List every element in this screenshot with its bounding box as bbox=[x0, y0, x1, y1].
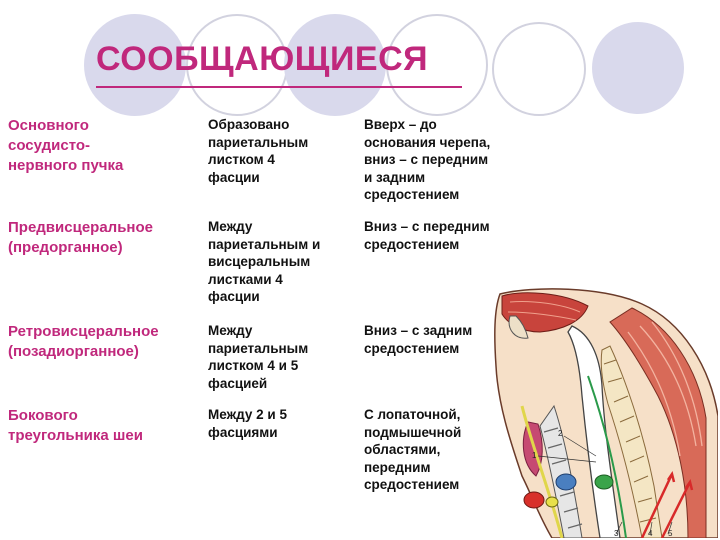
cell-line: вниз – с передним bbox=[364, 152, 489, 167]
formation-cell bbox=[208, 116, 308, 186]
figure-label: 4 bbox=[648, 529, 653, 538]
deco-circle-6 bbox=[592, 22, 684, 114]
cell-line: Ретровисцеральное bbox=[8, 323, 159, 340]
cell-line: основания черепа, bbox=[364, 134, 491, 150]
figure-label: 3 bbox=[614, 529, 619, 538]
vagus-nerve bbox=[546, 497, 558, 507]
cell-line: листками 4 bbox=[208, 271, 283, 287]
figure-label: 5 bbox=[668, 529, 673, 538]
cell-line: областями, bbox=[364, 442, 441, 457]
cell-line: Основного bbox=[8, 117, 89, 134]
communication-cell bbox=[364, 406, 461, 494]
carotid-artery bbox=[524, 492, 544, 508]
communication-cell bbox=[364, 322, 472, 357]
cell-line: сосудисто- bbox=[8, 137, 91, 154]
cell-line: фасции bbox=[208, 169, 260, 185]
cell-line: Бокового bbox=[8, 407, 78, 424]
cell-line: Между bbox=[208, 219, 253, 234]
neck-section-illustration bbox=[492, 286, 718, 538]
formation-cell bbox=[208, 218, 320, 306]
cell-line: средостением bbox=[364, 187, 460, 202]
page-title: СООБЩАЮЩИЕСЯ bbox=[96, 40, 429, 78]
cell-line: париетальным bbox=[208, 134, 309, 150]
cell-line: фасциями bbox=[208, 424, 278, 440]
cell-line: Вниз – с передним bbox=[364, 219, 490, 234]
cell-line: фасции bbox=[208, 289, 260, 304]
cell-line: париетальным и bbox=[208, 236, 321, 252]
lymph-node bbox=[595, 475, 613, 489]
cell-line: Между 2 и 5 bbox=[208, 407, 287, 422]
figure-label: 2 bbox=[558, 429, 563, 438]
cell-line: нервного пучка bbox=[8, 157, 124, 174]
title-underline bbox=[96, 86, 462, 88]
cell-line: С лопаточной, bbox=[364, 407, 461, 422]
space-name-cell bbox=[8, 406, 143, 446]
space-name-cell bbox=[8, 218, 153, 258]
cell-line: средостением bbox=[364, 477, 460, 492]
cell-line: Вниз – с задним bbox=[364, 323, 473, 338]
formation-cell bbox=[208, 406, 287, 441]
communication-cell bbox=[364, 218, 490, 253]
cell-line: (предорганное) bbox=[8, 239, 123, 256]
deco-circle-5 bbox=[492, 22, 586, 116]
communication-cell bbox=[364, 116, 490, 204]
cell-line: Вверх – до bbox=[364, 117, 437, 132]
cell-line: треугольника шеи bbox=[8, 427, 143, 444]
cell-line: Между bbox=[208, 323, 253, 338]
cell-line: листком 4 и 5 bbox=[208, 358, 299, 373]
cell-line: Образовано bbox=[208, 117, 290, 132]
jugular-vein bbox=[556, 474, 576, 490]
figure-label: 1 bbox=[532, 451, 537, 460]
cell-line: висцеральным bbox=[208, 254, 311, 269]
space-name-cell bbox=[8, 322, 159, 362]
cell-line: фасцией bbox=[208, 375, 268, 391]
cell-line: подмышечной bbox=[364, 424, 462, 440]
cell-line: листком 4 bbox=[208, 152, 275, 167]
cell-line: передним bbox=[364, 459, 431, 475]
cell-line: (позадиорганное) bbox=[8, 343, 139, 360]
cell-line: париетальным bbox=[208, 340, 309, 356]
cell-line: средостением bbox=[364, 236, 460, 252]
cell-line: Предвисцеральное bbox=[8, 219, 153, 236]
cell-line: средостением bbox=[364, 340, 460, 356]
space-name-cell bbox=[8, 116, 123, 176]
formation-cell bbox=[208, 322, 308, 392]
cell-line: и задним bbox=[364, 169, 426, 185]
